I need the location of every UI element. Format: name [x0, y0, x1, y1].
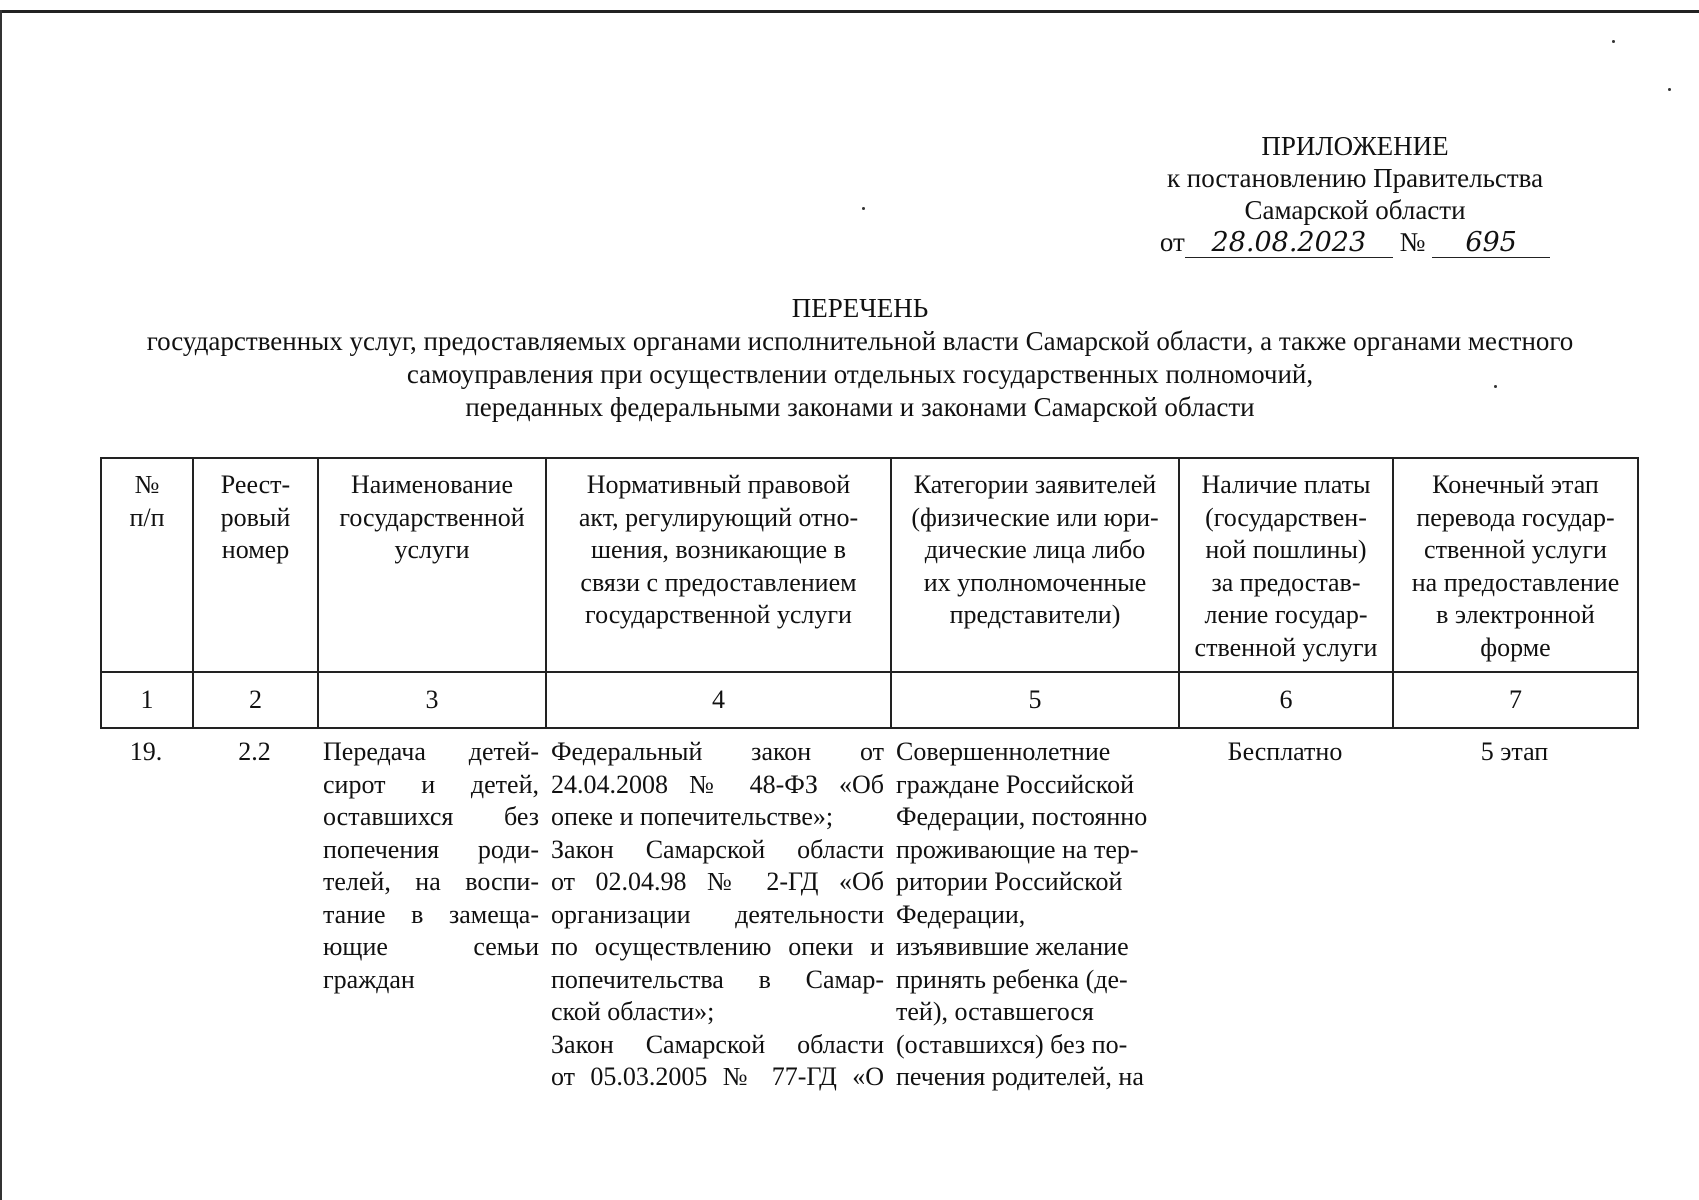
services-table-header [100, 457, 1639, 729]
appendix-heading: ПРИЛОЖЕНИЕ [1261, 131, 1449, 161]
title-heading: ПЕРЕЧЕНЬ [791, 293, 929, 323]
scan-top-border [0, 10, 1699, 13]
row-applicants: Совершеннолетние граждане Российской Федерации, постоянно проживающие на тер- ритории Российской Федерации, изъявившие желание принять ребенка (де- тей), оставшегося (оставшихся) без по- печения родителей, на [896, 737, 1148, 1091]
header-cell-legal-act: Нормативный правовой акт, регулирующий отно- шения, возникающие в связи с предоставлением государственной услуги [546, 458, 891, 672]
title-line: переданных федеральными законами и законами Самарской области [465, 392, 1255, 422]
header-cell-registry: Реест- ровый номер [193, 458, 318, 672]
scan-left-border [0, 10, 2, 1200]
appendix-line-1: к постановлению Правительства [1166, 163, 1544, 193]
handwritten-number: 695 [1432, 229, 1550, 258]
header-cell-fee: Наличие платы (государствен- ной пошлины) за предостав- ление государ- ственной услуги [1179, 458, 1393, 672]
scan-speck [862, 207, 865, 210]
header-row [101, 458, 1638, 672]
row-index: 19. [129, 737, 163, 766]
header-cell-stage: Конечный этап перевода государ- ственной услуги на предоставление в электронной форме [1393, 458, 1638, 672]
title-line: самоуправления при осуществлении отдельных государственных полномочий, [406, 359, 1314, 389]
header-cell-service-name: Наименование государственной услуги [318, 458, 546, 672]
column-number: 6 [1179, 672, 1393, 728]
appendix-date-number-line [1130, 226, 1580, 258]
document-title [60, 292, 1660, 424]
column-number: 7 [1393, 672, 1638, 728]
scan-speck [1612, 40, 1615, 43]
appendix-line-2: Самарской области [1244, 195, 1466, 225]
row-stage: 5 этап [1480, 737, 1549, 766]
title-line: государственных услуг, предоставляемых органами исполнительной власти Самарской области, а также органами местного [146, 326, 1574, 356]
appendix-from-label: от [1159, 227, 1185, 257]
row-legal-acts: Федеральный закон от 24.04.2008 № 48-ФЗ «Об опеке и попечительстве»; Закон Самарской области от 02.04.98 № 2-ГД «Об организации деятельности по осуществлению опеки и попечительства в Самар- ской области»; Закон Самарской области от 05.03.2005 № 77-ГД «О [551, 737, 884, 1091]
appendix-number-sign: № [1399, 227, 1426, 257]
column-number: 4 [546, 672, 891, 728]
handwritten-date: 28.08.2023 [1185, 229, 1393, 258]
column-number: 5 [891, 672, 1179, 728]
scan-speck [1668, 88, 1671, 91]
column-number: 1 [101, 672, 193, 728]
row-service-name: Передача детей- сирот и детей, оставшихся без попечения роди- телей, на воспи- тание в замеща- ющие семьи граждан [323, 737, 539, 994]
row-registry-number: 2.2 [238, 737, 271, 766]
header-cell-index: № п/п [101, 458, 193, 672]
column-number: 3 [318, 672, 546, 728]
column-number: 2 [193, 672, 318, 728]
appendix-block [1130, 130, 1580, 258]
header-cell-applicants: Категории заявителей (физические или юри- дические лица либо их уполномоченные представители) [891, 458, 1179, 672]
row-fee: Бесплатно [1227, 737, 1343, 766]
column-number-row [101, 672, 1638, 728]
